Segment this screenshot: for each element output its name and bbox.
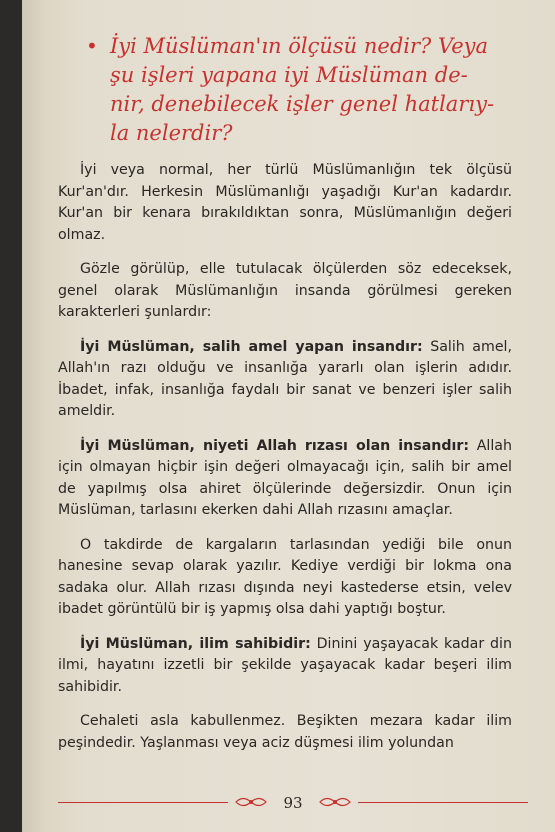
paragraph-lead: İyi Müslüman, salih amel yapan insandır:: [80, 338, 423, 355]
paragraph: [58, 711, 512, 754]
page-footer: [58, 790, 528, 814]
heading-line: la nelerdir?: [110, 121, 233, 145]
paragraph: [58, 337, 512, 423]
paragraph-text: Salih amel, Allah'ın razı olduğu ve insanlığa yararlı olan işlerin adıdır. İbadet, infak, insanlığa faydalı bir sanat ve benzeri işler salih ameldir.: [58, 338, 513, 419]
heading-line: nir, denebilecek işler genel hatlarıy-: [110, 92, 495, 116]
paragraph: [58, 160, 512, 246]
paragraph-text: İyi veya normal, her türlü Müslümanlığın tek ölçüsü Kur'an'dır. Herkesin Müslümanlığı yaşadığı Kur'an kadardır. Kur'an bir kenara bırakıldıktan sonra, Müslümanlığın değeri olmaz.: [58, 162, 512, 243]
paragraph: [58, 634, 512, 699]
paragraph-text: Gözle görülüp, elle tutulacak ölçülerden söz edeceksek, genel olarak Müslümanlığın insanda görülmesi gereken karakterleri şunlardır:: [58, 261, 512, 320]
paragraph-text: Cehaleti asla kabullenmez. Beşikten mezara kadar ilim peşindedir. Yaşlanması veya aciz düşmesi ilim yolundan: [58, 713, 512, 751]
paragraph-text: O takdirde de kargaların tarlasından yediği bile onun hanesine sevap olarak yazılır. Kediye verdiği bir lokma ona sadaka olur. Allah rızası dışında neyi kastederse etsin, velev ibadet görüntülü bir iş yapmış olsa dahi yaptığı boştur.: [58, 536, 512, 617]
paragraph: [58, 535, 512, 621]
heading-line: İyi Müslüman'ın ölçüsü nedir? Veya: [110, 34, 488, 58]
page-number: 93: [283, 794, 303, 812]
body-text: [58, 160, 512, 767]
footer-rule-right: [358, 802, 528, 803]
paragraph-text: Allah için olmayan hiçbir işin değeri olmayacağı için, salih bir amel de yapılmış olsa ahiret ölçülerinde değersizdir. Onun için Müslüman, tarlasını ekerken dahi Allah rızasını amaçlar.: [58, 437, 512, 518]
paragraph: [58, 259, 512, 324]
paragraph-text: Dinini yaşayacak kadar din ilmi, hayatını izzetli bir şekilde yaşayacak kadar beşeri ilim sahibidir.: [58, 635, 512, 695]
question-heading: [110, 32, 550, 148]
heading-line: şu işleri yapana iyi Müslüman de-: [110, 63, 468, 87]
ornament-right-icon: [318, 794, 352, 810]
book-page: [22, 0, 555, 832]
heading-bullet: •: [86, 34, 98, 58]
paragraph-lead: İyi Müslüman, niyeti Allah rızası olan insandır:: [80, 437, 470, 454]
paragraph: [58, 436, 512, 522]
paragraph-lead: İyi Müslüman, ilim sahibidir:: [80, 635, 311, 652]
